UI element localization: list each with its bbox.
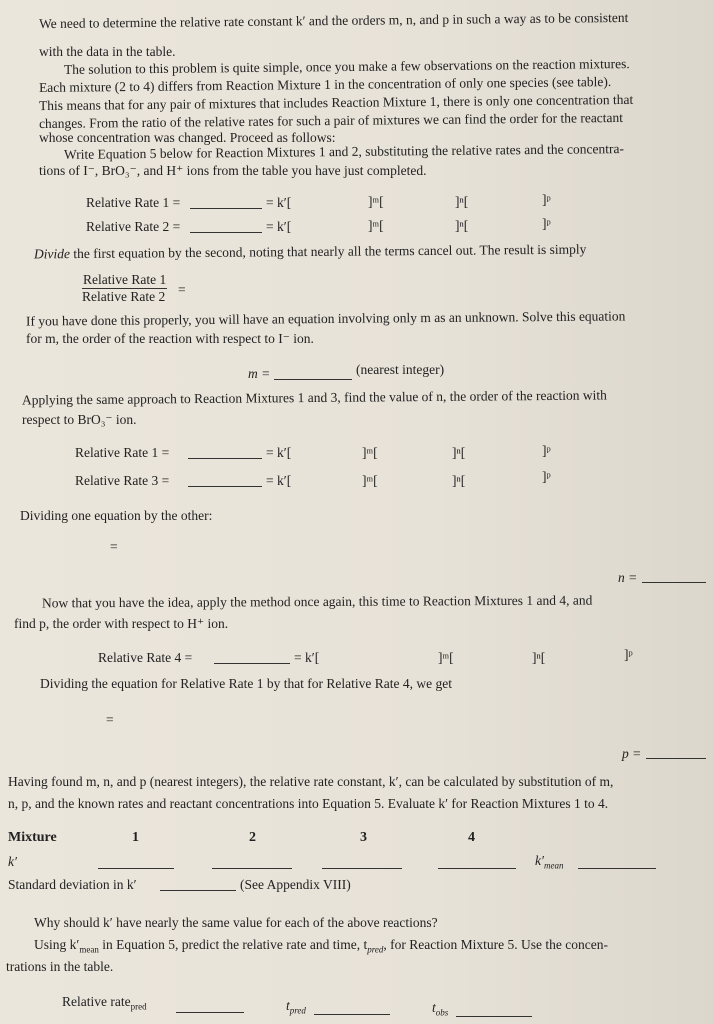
mixture-col-1: 1 — [132, 830, 139, 845]
apply-p-line-1: Now that you have the idea, apply the method once again, this time to Reaction Mixtures 1 and 4, and — [41, 592, 593, 611]
mixture-col-2: 2 — [249, 830, 256, 845]
eq12-row1-blank[interactable] — [190, 196, 262, 209]
k-mixture-3-blank[interactable] — [322, 856, 402, 869]
apply-n-line-2: respect to BrO₃⁻ ion. — [22, 412, 137, 427]
n-label: n = — [618, 570, 638, 585]
intro-line-1: We need to determine the relative rate constant k′ and the orders m, n, and p in such a way as to be consistent — [38, 9, 629, 32]
t-obs-blank[interactable] — [456, 1004, 532, 1017]
std-dev-label: Standard deviation in k′ — [8, 877, 137, 892]
std-dev-note: (See Appendix VIII) — [240, 877, 351, 892]
mixture-col-4: 4 — [468, 830, 475, 845]
divide-instruction: Divide the first equation by the second, noting that nearly all the terms cancel out. The result is simply — [33, 241, 587, 262]
t-pred-label: $t_{pred}$ — [286, 998, 306, 1016]
apply-p-line-2: find p, the order with respect to H⁺ ion. — [14, 616, 229, 631]
k-mean-label: $k'_{mean}$ — [535, 853, 564, 871]
eq13-row1-label: Relative Rate 1 = — [75, 445, 170, 460]
eq14-label: Relative Rate 4 = — [98, 650, 193, 665]
eq12-row2-p: ]ᵖ — [542, 216, 551, 231]
eq13-row1-k: = k′[ — [266, 445, 292, 460]
intro-para2-line-4: changes. From the ratio of the relative rates for such a pair of mixtures we can find the order for the reactant — [38, 109, 624, 132]
std-dev-blank[interactable] — [160, 878, 236, 891]
eq12-row1-n: ]ⁿ[ — [455, 194, 469, 209]
divide-other-equals: = — [110, 539, 118, 554]
intro-para2-line-5: whose concentration was changed. Proceed as follows: — [39, 130, 336, 145]
k-row-label: k′ — [8, 854, 17, 869]
eq12-row1-label: Relative Rate 1 = — [86, 195, 181, 210]
intro-para3-line-2: tions of I⁻, BrO₃⁻, and H⁺ ions from the table you have just completed. — [39, 163, 427, 178]
ratio-fraction-1-2 — [82, 272, 167, 305]
k-mixture-2-blank[interactable] — [212, 856, 292, 869]
eq12-row2-n: ]ⁿ[ — [455, 218, 469, 233]
m-label: m = — [248, 366, 271, 381]
fraction-denominator: Relative Rate 2 — [82, 289, 166, 304]
eq12-row1-p: ]ᵖ — [542, 192, 551, 207]
t-pred-blank[interactable] — [314, 1002, 390, 1015]
eq13-row2-k: = k′[ — [266, 473, 292, 488]
eq13-row1-n: ]ⁿ[ — [452, 445, 466, 460]
eq14-blank[interactable] — [214, 651, 290, 664]
k-mixture-1-blank[interactable] — [98, 856, 174, 869]
eq13-row2-blank[interactable] — [188, 474, 262, 487]
t-obs-label: $t_{obs}$ — [432, 1000, 449, 1018]
nearest-integer-note: (nearest integer) — [356, 362, 445, 377]
solve-m-line-2: for m, the order of the reaction with respect to I⁻ ion. — [26, 331, 314, 346]
divide-rate4-equals: = — [106, 712, 114, 727]
relative-rate-pred-blank[interactable] — [176, 1000, 244, 1013]
fraction-numerator: Relative Rate 1 — [83, 272, 167, 287]
eq13-row2-label: Relative Rate 3 = — [75, 473, 170, 488]
divide-rate4-text: Dividing the equation for Relative Rate 1 by that for Relative Rate 4, we get — [40, 676, 453, 691]
eq13-row2-n: ]ⁿ[ — [452, 473, 466, 488]
eq13-row1-p: ]ᵖ — [542, 443, 551, 458]
evaluate-line-2: n, p, and the known rates and reactant concentrations into Equation 5. Evaluate k′ for Reaction Mixtures 1 to 4. — [8, 796, 609, 811]
eq12-row2-label: Relative Rate 2 = — [86, 219, 181, 234]
question-2-line-2: trations in the table. — [6, 959, 114, 974]
eq13-row2-p: ]ᵖ — [542, 469, 551, 484]
eq12-row2-m: ]ᵐ[ — [368, 218, 384, 233]
eq13-row1-m: ]ᵐ[ — [362, 445, 378, 460]
question-2-line-1: Using $k'_{mean}$ in Equation 5, predict the relative rate and time, $t_{pred}$, for Reaction Mixture 5. Use the concen- — [34, 937, 608, 955]
eq14-p: ]ᵖ — [624, 647, 633, 662]
solve-m-line-1: If you have done this properly, you will have an equation involving only m as an unknown. Solve this equation — [25, 308, 626, 329]
divide-other-text: Dividing one equation by the other: — [20, 508, 213, 523]
p-answer-blank[interactable] — [646, 746, 706, 759]
n-answer-blank[interactable] — [642, 570, 706, 583]
m-answer-blank[interactable] — [274, 367, 352, 380]
p-label: p = — [622, 746, 642, 761]
eq13-row1-blank[interactable] — [188, 446, 262, 459]
intro-para3-line-1: Write Equation 5 below for Reaction Mixtures 1 and 2, substituting the relative rates and the concentra- — [63, 141, 624, 162]
evaluate-line-1: Having found m, n, and p (nearest integers), the relative rate constant, k′, can be calculated by substitution of m, — [8, 774, 614, 789]
intro-para2-line-1: The solution to this problem is quite simple, once you make a few observations on the reaction mixtures. — [63, 56, 630, 77]
eq12-row1-m: ]ᵐ[ — [368, 194, 384, 209]
mixture-col-3: 3 — [360, 830, 367, 845]
eq12-row2-k: = k′[ — [266, 219, 292, 234]
eq12-row2-blank[interactable] — [190, 220, 262, 233]
eq14-k: = k′[ — [294, 650, 320, 665]
mixture-header: Mixture — [8, 830, 57, 845]
intro-line-2: with the data in the table. — [39, 44, 176, 59]
apply-n-line-1: Applying the same approach to Reaction Mixtures 1 and 3, find the value of n, the order of the reaction with — [21, 387, 607, 408]
intro-para2-line-2: Each mixture (2 to 4) differs from Reaction Mixture 1 in the concentration of only one species (see table). — [38, 74, 612, 95]
eq14-m: ]ᵐ[ — [438, 650, 454, 665]
eq12-row1-k: = k′[ — [266, 195, 292, 210]
intro-para2-line-3: This means that for any pair of mixtures that includes Reaction Mixture 1, there is only one concentration that — [38, 91, 634, 114]
eq14-n: ]ⁿ[ — [532, 650, 546, 665]
k-mixture-4-blank[interactable] — [438, 856, 516, 869]
k-mean-blank[interactable] — [578, 856, 656, 869]
ratio-equals: = — [178, 282, 186, 297]
question-1: Why should k′ have nearly the same value for each of the above reactions? — [34, 915, 438, 930]
relative-rate-pred-label: Relative rate$_{pred}$ — [62, 994, 147, 1012]
eq13-row2-m: ]ᵐ[ — [362, 473, 378, 488]
